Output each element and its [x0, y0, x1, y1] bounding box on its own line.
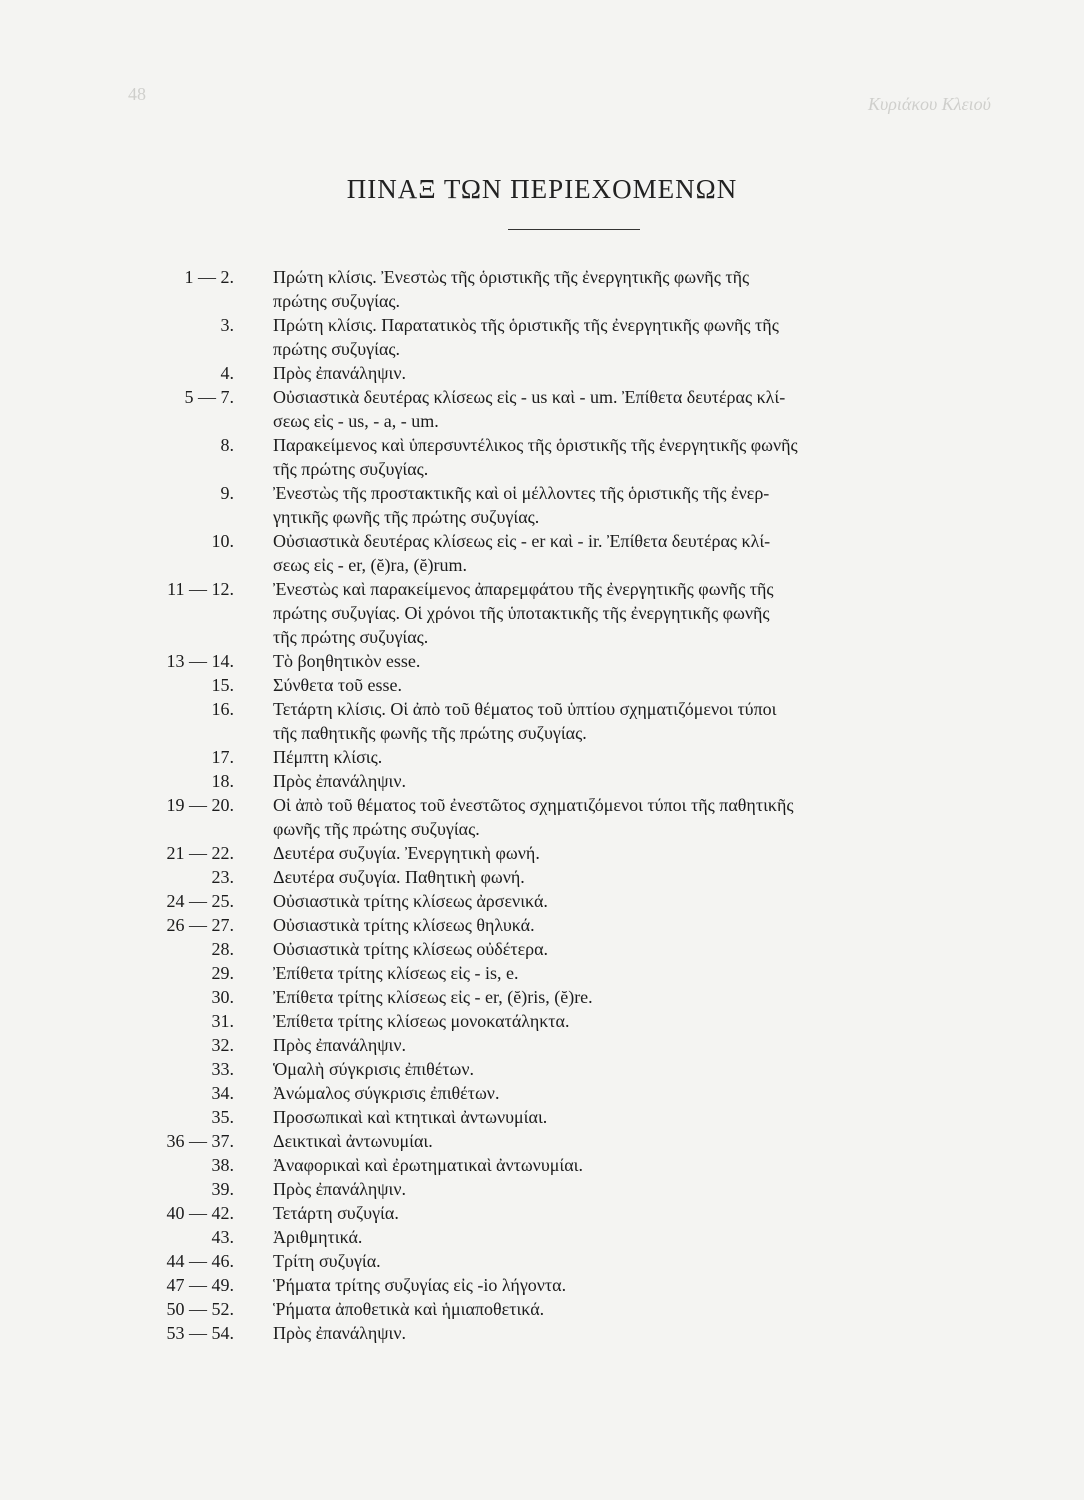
toc-entry-line: Προσωπικαὶ καὶ κτητικαὶ ἀντωνυμίαι.: [273, 1107, 548, 1127]
toc-entry-number: 10.: [211, 531, 234, 551]
toc-entry-line: Ἐπίθετα τρίτης κλίσεως μονοκατάληκτα.: [273, 1011, 570, 1031]
toc-entry-number: 26 — 27.: [166, 915, 234, 935]
toc-entry-line: Ἐπίθετα τρίτης κλίσεως εἰς - er, (ĕ)ris, (ĕ)re.: [273, 987, 593, 1007]
toc-entry-line: Τρίτη συζυγία.: [273, 1251, 381, 1271]
toc-entry-number: 43.: [211, 1227, 234, 1247]
toc-entry-line: Πρὸς ἐπανάληψιν.: [273, 1179, 406, 1199]
page-title: ΠΙΝΑΞ ΤΩΝ ΠΕΡΙΕΧΟΜΕΝΩΝ: [346, 174, 738, 204]
toc-entry-number: 4.: [220, 363, 234, 383]
toc-entry-text: [273, 745, 978, 769]
toc-entry-text: [273, 649, 978, 673]
toc-entry-line: γητικῆς φωνῆς τῆς πρώτης συζυγίας.: [273, 507, 540, 527]
toc-entry-text: [273, 1249, 978, 1273]
toc-entry-text: [273, 481, 978, 529]
toc-entry-number: 30.: [211, 987, 234, 1007]
toc-entry-text: [273, 865, 978, 889]
toc-entry-text: [273, 265, 978, 313]
toc-entry-line: Πρώτη κλίσις. Ἐνεστὼς τῆς ὁριστικῆς τῆς ἐνεργητικῆς φωνῆς τῆς: [273, 267, 750, 287]
toc-entry-line: Οὐσιαστικὰ δευτέρας κλίσεως εἰς - er καὶ - ir. Ἐπίθετα δευτέρας κλί-: [273, 531, 771, 551]
toc-entry-text: [273, 1321, 978, 1345]
toc-entry-number: 34.: [211, 1083, 234, 1103]
toc-entry-text: [273, 361, 978, 385]
toc-entry-number: 28.: [211, 939, 234, 959]
toc-entry-line: Τετάρτη συζυγία.: [273, 1203, 399, 1223]
toc-entry-text: [273, 793, 978, 841]
toc-entry-line: Ἀναφορικαὶ καὶ ἐρωτηματικαὶ ἀντωνυμίαι.: [273, 1155, 583, 1175]
toc-entry-line: τῆς πρώτης συζυγίας.: [273, 627, 429, 647]
toc-entry-text: [273, 985, 978, 1009]
toc-entry-text: [273, 1009, 978, 1033]
toc-entry-line: Οὐσιαστικὰ τρίτης κλίσεως οὐδέτερα.: [273, 939, 549, 959]
toc-entry-number: 24 — 25.: [166, 891, 234, 911]
toc-entry-text: [273, 1033, 978, 1057]
toc-entry-number: 47 — 49.: [166, 1275, 234, 1295]
toc-entry-text: [273, 1081, 978, 1105]
toc-entry-line: σεως εἰς - us, - a, - um.: [273, 411, 439, 431]
toc-entry-line: Ἐνεστὼς καὶ παρακείμενος ἀπαρεμφάτου τῆς ἐνεργητικῆς φωνῆς τῆς: [273, 579, 774, 599]
toc-entry-text: [273, 841, 978, 865]
toc-entry-line: Ἀνώμαλος σύγκρισις ἐπιθέτων.: [273, 1083, 500, 1103]
toc-entry-line: Δευτέρα συζυγία. Παθητικὴ φωνή.: [273, 867, 525, 887]
toc-entry-text: [273, 433, 978, 481]
toc-entry-line: πρώτης συζυγίας.: [273, 339, 401, 359]
toc-entry-number: 9.: [220, 483, 234, 503]
toc-entry-number: 50 — 52.: [166, 1299, 234, 1319]
toc-entry-number: 13 — 14.: [166, 651, 234, 671]
toc-entry-line: Τετάρτη κλίσις. Οἱ ἀπὸ τοῦ θέματος τοῦ ὑπτίου σχηματιζόμενοι τύποι: [273, 699, 777, 719]
bleed-through-running-head: Κυριάκου Κλειού: [868, 94, 991, 114]
toc-entry-line: Οὐσιαστικὰ τρίτης κλίσεως θηλυκά.: [273, 915, 535, 935]
toc-entry-number: 53 — 54.: [166, 1323, 234, 1343]
toc-entry-text: [273, 1225, 978, 1249]
toc-entry-number: 3.: [220, 315, 234, 335]
toc-entry-number: 31.: [211, 1011, 234, 1031]
toc-entry-number: 39.: [211, 1179, 234, 1199]
toc-entry-number: 35.: [211, 1107, 234, 1127]
toc-entry-line: Δευτέρα συζυγία. Ἐνεργητικὴ φωνή.: [273, 843, 540, 863]
toc-entry-text: [273, 1273, 978, 1297]
toc-entry-line: Ἐνεστὼς τῆς προστακτικῆς καὶ οἱ μέλλοντες τῆς ὁριστικῆς τῆς ἐνερ-: [273, 483, 770, 503]
toc-entry-line: Ὁμαλὴ σύγκρισις ἐπιθέτων.: [273, 1059, 474, 1079]
toc-entry-number: 33.: [211, 1059, 234, 1079]
toc-entry-text: [273, 577, 978, 649]
toc-entry-number: 1 — 2.: [184, 267, 234, 287]
toc-entry-text: [273, 1201, 978, 1225]
toc-entry-number: 18.: [211, 771, 234, 791]
toc-entry-number: 5 — 7.: [184, 387, 234, 407]
toc-entry-line: Οὐσιαστικὰ δευτέρας κλίσεως εἰς - us καὶ - um. Ἐπίθετα δευτέρας κλί-: [273, 387, 786, 407]
toc-entry-number: 19 — 20.: [166, 795, 234, 815]
toc-entry-text: [273, 673, 978, 697]
toc-entry-number: 16.: [211, 699, 234, 719]
toc-entry-number: 44 — 46.: [166, 1251, 234, 1271]
toc-entry-line: Ἐπίθετα τρίτης κλίσεως εἰς - is, e.: [273, 963, 519, 983]
toc-entry-text: [273, 697, 978, 745]
toc-entry-number: 38.: [211, 1155, 234, 1175]
toc-entry-text: [273, 1177, 978, 1201]
toc-entry-text: [273, 1153, 978, 1177]
toc-entry-text: [273, 1105, 978, 1129]
toc-entry-line: Οἱ ἀπὸ τοῦ θέματος τοῦ ἐνεστῶτος σχηματιζόμενοι τύποι τῆς παθητικῆς: [273, 795, 794, 815]
toc-entry-line: φωνῆς τῆς πρώτης συζυγίας.: [273, 819, 480, 839]
toc-entry-line: Πρὸς ἐπανάληψιν.: [273, 363, 406, 383]
toc-entry-line: Παρακείμενος καὶ ὑπερσυντέλικος τῆς ὁριστικῆς τῆς ἐνεργητικῆς φωνῆς: [273, 435, 798, 455]
toc-entry-number: 21 — 22.: [166, 843, 234, 863]
toc-entry-number: 17.: [211, 747, 234, 767]
toc-entry-line: Σύνθετα τοῦ esse.: [273, 675, 403, 695]
toc-entry-line: πρώτης συζυγίας.: [273, 291, 401, 311]
toc-entry-line: πρώτης συζυγίας. Οἱ χρόνοι τῆς ὑποτακτικῆς τῆς ἐνεργητικῆς φωνῆς: [273, 603, 770, 623]
toc-entry-number: 40 — 42.: [166, 1203, 234, 1223]
toc-entry-line: Πρὸς ἐπανάληψιν.: [273, 771, 406, 791]
toc-entry-text: [273, 529, 978, 577]
toc-entry-line: Δεικτικαὶ ἀντωνυμίαι.: [273, 1131, 433, 1151]
toc-entry-line: Πέμπτη κλίσις.: [273, 747, 383, 767]
toc-entry-line: σεως εἰς - er, (ĕ)ra, (ĕ)rum.: [273, 555, 467, 575]
toc-entry-line: τῆς πρώτης συζυγίας.: [273, 459, 429, 479]
toc-entry-line: Ἀριθμητικά.: [273, 1227, 363, 1247]
bleed-through-page-number: 48: [128, 84, 146, 104]
toc-entry-number: 11 — 12.: [167, 579, 234, 599]
toc-entry-number: 15.: [211, 675, 234, 695]
title-underline-rule: [508, 229, 640, 230]
toc-entry-text: [273, 385, 978, 433]
toc-entry-number: 23.: [211, 867, 234, 887]
toc-entry-text: [273, 769, 978, 793]
toc-entry-line: Πρὸς ἐπανάληψιν.: [273, 1035, 406, 1055]
toc-entry-text: [273, 961, 978, 985]
toc-entry-line: Τὸ βοηθητικὸν esse.: [273, 651, 421, 671]
toc-entry-number: 8.: [220, 435, 234, 455]
toc-entry-line: Οὐσιαστικὰ τρίτης κλίσεως ἀρσενικά.: [273, 891, 548, 911]
toc-entry-text: [273, 937, 978, 961]
toc-entry-line: Ῥήματα ἀποθετικὰ καὶ ἡμιαποθετικά.: [273, 1299, 545, 1319]
toc-entry-line: Πρώτη κλίσις. Παρατατικὸς τῆς ὁριστικῆς τῆς ἐνεργητικῆς φωνῆς τῆς: [273, 315, 779, 335]
toc-entry-line: Πρὸς ἐπανάληψιν.: [273, 1323, 406, 1343]
toc-entry-line: Ῥήματα τρίτης συζυγίας εἰς -io λήγοντα.: [273, 1275, 567, 1295]
toc-entry-line: τῆς παθητικῆς φωνῆς τῆς πρώτης συζυγίας.: [273, 723, 587, 743]
toc-entry-number: 29.: [211, 963, 234, 983]
toc-entry-text: [273, 1057, 978, 1081]
toc-entry-text: [273, 1297, 978, 1321]
toc-entry-text: [273, 913, 978, 937]
toc-entry-text: [273, 889, 978, 913]
toc-entry-number: 32.: [211, 1035, 234, 1055]
toc-entry-text: [273, 1129, 978, 1153]
toc-entry-number: 36 — 37.: [166, 1131, 234, 1151]
toc-entry-text: [273, 313, 978, 361]
